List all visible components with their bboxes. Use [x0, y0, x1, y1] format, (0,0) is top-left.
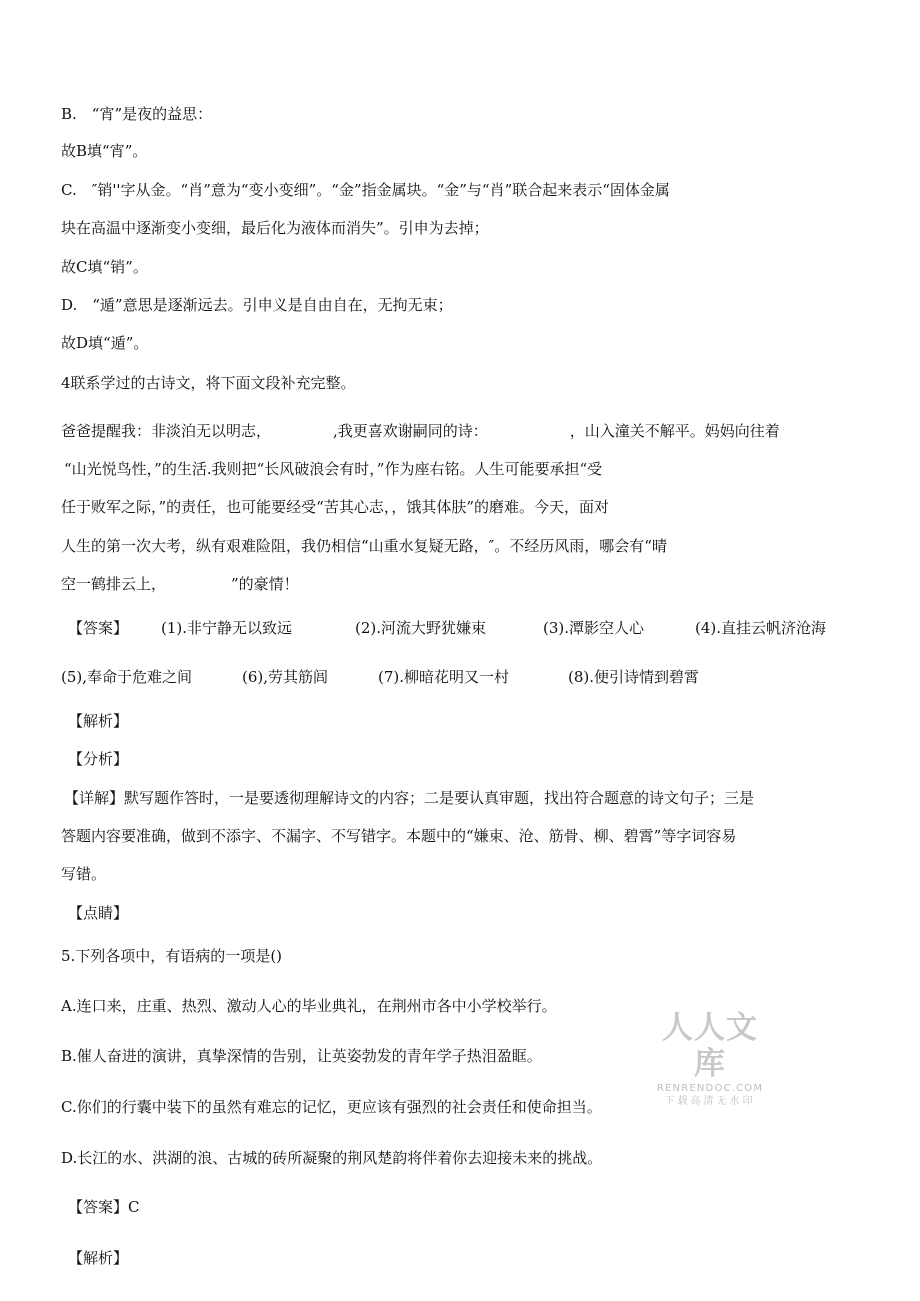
question-5-option-c: C.你们的行囊中装下的虽然有难忘的记忆，更应该有强烈的社会责任和使命担当。 [61, 1098, 602, 1116]
answer-item-8: (8).便引诗情到碧霄 [568, 668, 700, 686]
question-4-passage-line-2: “山光悦鸟性，”的生活.我则把“长风破浪会有时，”作为座右铭。人生可能要承担“受 [64, 460, 603, 478]
answer-item-5: (5),奉命于危难之间 [61, 668, 193, 686]
answer-item-7: (7).柳暗花明又一村 [378, 668, 510, 686]
explanation-line-d: D. “遁”意思是逐渐远去。引申义是自由自在，无拘无束； [61, 296, 453, 314]
question-4-dianjing-heading: 【点睛】 [68, 904, 129, 922]
explanation-line-b: B. “宵”是夜的益思： [61, 105, 213, 123]
question-5-answer: 【答案】C [68, 1198, 140, 1216]
question-5-option-b: B.催人奋进的演讲，真挚深情的告别，让英姿勃发的青年学子热泪盈眶。 [61, 1047, 542, 1065]
question-5-option-d: D.长江的水、洪湖的浪、古城的砖所凝聚的荆风楚韵将伴着你去迎接未来的挑战。 [61, 1149, 603, 1167]
explanation-line-c-answer: 故C填“销”。 [61, 258, 148, 276]
question-4-answers-row-2 [61, 667, 699, 687]
question-4-answers-row-1 [68, 618, 826, 638]
question-5-option-a: A.连口来，庄重、热烈、激动人心的毕业典礼，在荆州市各中小学校举行。 [61, 997, 557, 1015]
question-4-title: 4联系学过的古诗文，将下面文段补充完整。 [61, 374, 356, 392]
passage-text: ”的豪情！ [231, 575, 299, 593]
passage-text: ,我更喜欢谢嗣同的诗： [333, 422, 488, 440]
question-5-analysis-heading: 【解析】 [68, 1249, 129, 1267]
explanation-line-c-cont: 块在高温中逐渐变小变细，最后化为液体而消失”。引申为去掉； [61, 219, 489, 237]
answer-item-2: (2).河流大野犹嫌束 [355, 619, 487, 637]
passage-text: ，山入潼关不解平。妈妈向往着 [569, 422, 780, 440]
answer-item-4: (4).直挂云帆济沧海 [695, 619, 827, 637]
question-4-detail-line-3: 写错。 [61, 865, 107, 883]
passage-text: 爸爸提醒我：非淡泊无以明志， [61, 422, 272, 440]
question-4-analysis-heading: 【解析】 [68, 712, 129, 730]
question-4-passage-line-5 [61, 574, 299, 594]
question-5-title: 5.下列各项中，有语病的一项是() [61, 947, 283, 965]
question-4-detail-line-2: 答题内容要准确，做到不添字、不漏字、不写错字。本题中的“嫌束、沧、筋骨、柳、碧霄”等字词容易 [61, 827, 737, 845]
question-4-passage-line-1 [61, 421, 780, 441]
watermark-sub-text: 下载高清无水印 [664, 1096, 756, 1107]
watermark-main-text: 人人文库 [662, 1010, 758, 1082]
answer-item-6: (6),劳其筋闾 [242, 668, 329, 686]
answer-tag: 【答案】 [68, 619, 129, 637]
question-4-fenxi-heading: 【分析】 [68, 750, 129, 768]
explanation-line-d-answer: 故D填“遁”。 [61, 334, 149, 352]
answer-item-3: (3).潭影空人心 [543, 619, 645, 637]
watermark-logo [648, 1010, 772, 1108]
answer-item-1: (1).非宁静无以致远 [161, 619, 293, 637]
question-4-passage-line-4: 人生的第一次大考，纵有艰难险阻，我仍相信“山重水复疑无路，″。不经历风雨，哪会有“晴 [61, 537, 667, 555]
explanation-line-c: C. ″销''字从金。“肖”意为“变小变细”。“金”指金属块。“金”与“肖”联合起来表示“固体金属 [61, 181, 670, 199]
question-4-passage-line-3: 任于败军之际，”的责任，也可能要经受“苦其心志，，饿其体肤”的磨难。今天，面对 [61, 498, 610, 516]
question-4-detail-line-1: 【详解】默写题作答时，一是要透彻理解诗文的内容；二是要认真审题，找出符合题意的诗文句子；三是 [64, 789, 755, 807]
explanation-line-b-answer: 故B填“宵”。 [61, 142, 148, 160]
passage-text: 空一鹤排云上， [61, 575, 167, 593]
watermark-url-text: RENRENDOC.COM [656, 1083, 764, 1094]
